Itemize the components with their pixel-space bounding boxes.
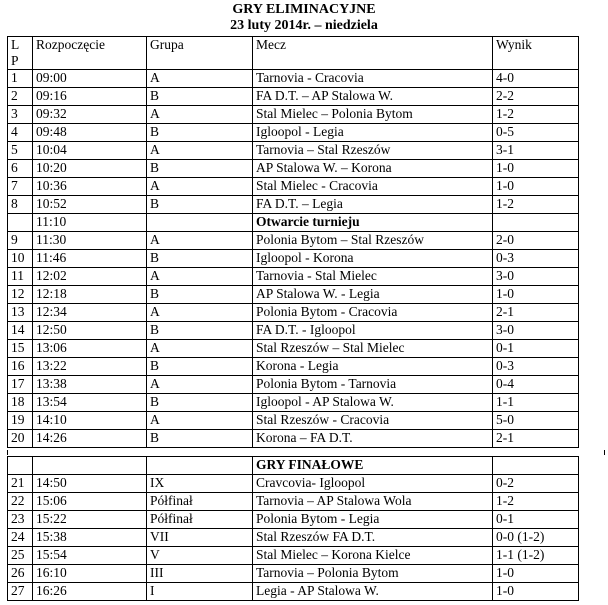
cell-match: AP Stalowa W. – Korona [253, 160, 493, 178]
cell-lp: 9 [8, 232, 33, 250]
table-row [8, 178, 579, 196]
cell-lp: 12 [8, 286, 33, 304]
table-row [8, 88, 579, 106]
cell-match: Polonia Bytom - Cracovia [253, 304, 493, 322]
cell-time: 12:34 [33, 304, 147, 322]
cell-time: 11:30 [33, 232, 147, 250]
cell-result: 3-0 [493, 268, 579, 286]
cell-lp: 6 [8, 160, 33, 178]
cell-group: I [147, 583, 253, 601]
cell-time: 12:18 [33, 286, 147, 304]
cell-result: 0-5 [493, 124, 579, 142]
header-group: Grupa [147, 37, 253, 70]
table-row [8, 196, 579, 214]
table-row [8, 250, 579, 268]
cell-result: 4-0 [493, 70, 579, 88]
cell-lp: 27 [8, 583, 33, 601]
cell-lp: 1 [8, 70, 33, 88]
cell-time: 14:26 [33, 430, 147, 448]
table-row [8, 493, 579, 511]
cell-lp: 7 [8, 178, 33, 196]
table-row [8, 106, 579, 124]
cell-match: Stal Mielec – Polonia Bytom [253, 106, 493, 124]
cell-group: A [147, 376, 253, 394]
cell-time: 16:10 [33, 565, 147, 583]
cell-result: 2-1 [493, 304, 579, 322]
cell-result: 0-1 [493, 511, 579, 529]
table-row [8, 358, 579, 376]
cell-lp: 10 [8, 250, 33, 268]
cell-match: Igloopol - Legia [253, 124, 493, 142]
cell-group: A [147, 232, 253, 250]
cell-match: Tarnovia – Polonia Bytom [253, 565, 493, 583]
cell-lp: 19 [8, 412, 33, 430]
cell-time: 13:06 [33, 340, 147, 358]
table-row [8, 430, 579, 448]
cell-result: 1-2 [493, 106, 579, 124]
cell-group: A [147, 268, 253, 286]
cell-result: 2-0 [493, 232, 579, 250]
table-row [8, 142, 579, 160]
cell-group: B [147, 88, 253, 106]
cell-lp: 24 [8, 529, 33, 547]
elimination-table [7, 36, 579, 448]
cell-time [33, 457, 147, 475]
cell-match: Stal Mielec - Cracovia [253, 178, 493, 196]
cell-result: 0-4 [493, 376, 579, 394]
cell-result: 1-1 [493, 394, 579, 412]
cell-time: 15:06 [33, 493, 147, 511]
cell-lp: 21 [8, 475, 33, 493]
cell-lp: 22 [8, 493, 33, 511]
cell-group: B [147, 160, 253, 178]
cell-match: Polonia Bytom - Tarnovia [253, 376, 493, 394]
cell-lp: 25 [8, 547, 33, 565]
cell-match: Korona – FA D.T. [253, 430, 493, 448]
cell-match: Tarnovia - Cracovia [253, 70, 493, 88]
table-row [8, 394, 579, 412]
table-row [8, 376, 579, 394]
cell-lp: 16 [8, 358, 33, 376]
cell-match: Igloopol - AP Stalowa W. [253, 394, 493, 412]
cell-match: Legia - AP Stalowa W. [253, 583, 493, 601]
cell-match: Polonia Bytom - Legia [253, 511, 493, 529]
cell-lp: 14 [8, 322, 33, 340]
cell-match: Korona - Legia [253, 358, 493, 376]
cell-lp [8, 457, 33, 475]
cell-time: 11:46 [33, 250, 147, 268]
cell-group: III [147, 565, 253, 583]
cell-result: 1-1 (1-2) [493, 547, 579, 565]
cell-group: A [147, 304, 253, 322]
cell-lp: 18 [8, 394, 33, 412]
cell-group: B [147, 358, 253, 376]
cell-result: 2-2 [493, 88, 579, 106]
cell-lp: 8 [8, 196, 33, 214]
cell-group: Półfinał [147, 511, 253, 529]
cell-match: Cravcovia- Igloopol [253, 475, 493, 493]
cell-time: 13:22 [33, 358, 147, 376]
table-gap [7, 450, 605, 455]
cell-group: A [147, 340, 253, 358]
cell-group: A [147, 178, 253, 196]
cell-result: 1-2 [493, 196, 579, 214]
cell-group: VII [147, 529, 253, 547]
table-row [8, 268, 579, 286]
cell-group: A [147, 142, 253, 160]
table-row [8, 529, 579, 547]
cell-result: 2-1 [493, 430, 579, 448]
cell-result: 0-1 [493, 340, 579, 358]
cell-match: Polonia Bytom – Stal Rzeszów [253, 232, 493, 250]
cell-match: Tarnovia - Stal Mielec [253, 268, 493, 286]
cell-result: 1-0 [493, 178, 579, 196]
cell-result: 1-2 [493, 493, 579, 511]
cell-time: 16:26 [33, 583, 147, 601]
cell-lp: 20 [8, 430, 33, 448]
cell-result: 0-0 (1-2) [493, 529, 579, 547]
header-lp: L P [8, 37, 33, 70]
header-start: Rozpoczęcie [33, 37, 147, 70]
table-row [8, 412, 579, 430]
cell-lp: 15 [8, 340, 33, 358]
cell-result: 1-0 [493, 583, 579, 601]
table-row [8, 547, 579, 565]
cell-lp: 2 [8, 88, 33, 106]
cell-time: 10:52 [33, 196, 147, 214]
table-row [8, 70, 579, 88]
table-header-row [8, 37, 579, 70]
cell-time: 13:54 [33, 394, 147, 412]
cell-time: 14:50 [33, 475, 147, 493]
cell-result: 1-0 [493, 286, 579, 304]
cell-match: Stal Rzeszów – Stal Mielec [253, 340, 493, 358]
cell-time: 15:38 [33, 529, 147, 547]
cell-lp: 4 [8, 124, 33, 142]
table-row [8, 286, 579, 304]
cell-group: B [147, 430, 253, 448]
finals-table [7, 456, 579, 601]
cell-time: 14:10 [33, 412, 147, 430]
cell-result: 1-0 [493, 565, 579, 583]
cell-time: 09:00 [33, 70, 147, 88]
cell-match: FA D.T. – AP Stalowa W. [253, 88, 493, 106]
cell-group: V [147, 547, 253, 565]
table-row [8, 304, 579, 322]
cell-group: A [147, 70, 253, 88]
cell-time: 11:10 [33, 214, 147, 232]
cell-match: FA D.T. - Igloopol [253, 322, 493, 340]
cell-match: Stal Mielec – Korona Kielce [253, 547, 493, 565]
table-row [8, 124, 579, 142]
cell-lp: 5 [8, 142, 33, 160]
table-row [8, 583, 579, 601]
cell-group: B [147, 196, 253, 214]
cell-result: 0-3 [493, 358, 579, 376]
cell-time: 12:50 [33, 322, 147, 340]
cell-group: Półfinał [147, 493, 253, 511]
cell-time: 10:20 [33, 160, 147, 178]
cell-result: 5-0 [493, 412, 579, 430]
cell-match: Igloopol - Korona [253, 250, 493, 268]
cell-group [147, 457, 253, 475]
header-result: Wynik [493, 37, 579, 70]
cell-result: 0-2 [493, 475, 579, 493]
cell-match: Stal Rzeszów FA D.T. [253, 529, 493, 547]
cell-group: A [147, 412, 253, 430]
table-row [8, 511, 579, 529]
cell-lp: 23 [8, 511, 33, 529]
cell-time: 09:48 [33, 124, 147, 142]
cell-lp: 17 [8, 376, 33, 394]
cell-lp: 3 [8, 106, 33, 124]
cell-time: 13:38 [33, 376, 147, 394]
cell-time: 10:04 [33, 142, 147, 160]
cell-time: 15:22 [33, 511, 147, 529]
cell-lp: 11 [8, 268, 33, 286]
cell-group: B [147, 286, 253, 304]
table-row [8, 160, 579, 178]
cell-match: FA D.T. – Legia [253, 196, 493, 214]
cell-group: B [147, 394, 253, 412]
page-subtitle: 23 luty 2014r. – niedziela [230, 18, 378, 33]
cell-result: 3-0 [493, 322, 579, 340]
cell-lp: 26 [8, 565, 33, 583]
table-row [8, 322, 579, 340]
cell-time: 15:54 [33, 547, 147, 565]
cell-lp [8, 214, 33, 232]
cell-time: 09:16 [33, 88, 147, 106]
cell-group: IX [147, 475, 253, 493]
cell-match: Otwarcie turnieju [253, 214, 493, 232]
table-row [8, 457, 579, 475]
cell-group: B [147, 322, 253, 340]
header-match: Mecz [253, 37, 493, 70]
cell-match: Tarnovia – AP Stalowa Wola [253, 493, 493, 511]
cell-group: A [147, 106, 253, 124]
table-row [8, 232, 579, 250]
cell-group: B [147, 250, 253, 268]
page-title: GRY ELIMINACYJNE [232, 2, 376, 17]
cell-group [147, 214, 253, 232]
cell-result [493, 214, 579, 232]
cell-match: GRY FINAŁOWE [253, 457, 493, 475]
table-row [8, 340, 579, 358]
cell-time: 12:02 [33, 268, 147, 286]
cell-match: Tarnovia – Stal Rzeszów [253, 142, 493, 160]
table-row [8, 214, 579, 232]
cell-result [493, 457, 579, 475]
cell-group: B [147, 124, 253, 142]
cell-result: 0-3 [493, 250, 579, 268]
cell-result: 3-1 [493, 142, 579, 160]
cell-match: Stal Rzeszów - Cracovia [253, 412, 493, 430]
cell-lp: 13 [8, 304, 33, 322]
table-row [8, 475, 579, 493]
table-row [8, 565, 579, 583]
cell-match: AP Stalowa W. - Legia [253, 286, 493, 304]
cell-time: 09:32 [33, 106, 147, 124]
cell-result: 1-0 [493, 160, 579, 178]
cell-time: 10:36 [33, 178, 147, 196]
